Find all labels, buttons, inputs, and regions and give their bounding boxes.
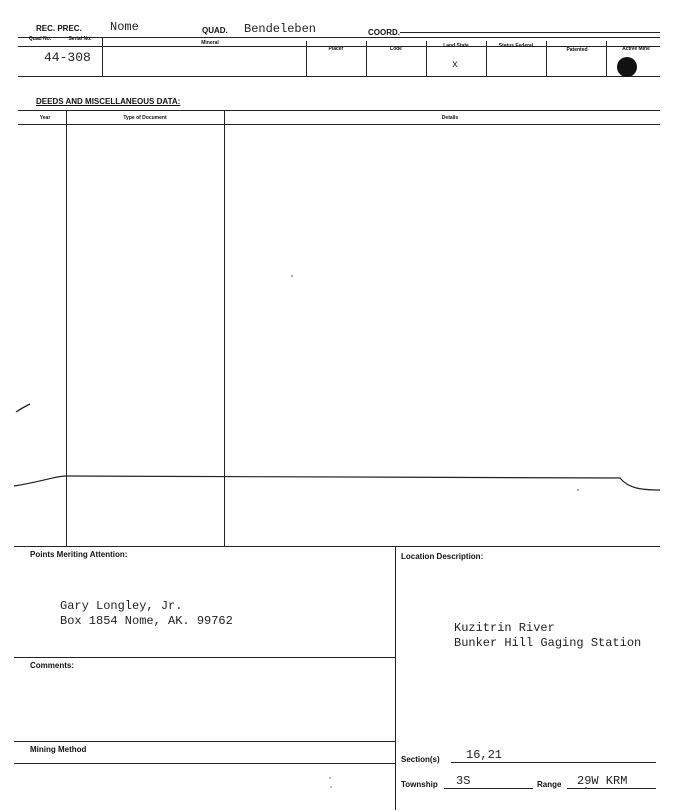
quad-value: Bendeleben <box>244 22 317 36</box>
section-label: Section(s) <box>401 755 440 764</box>
bottom-top-rule <box>14 546 660 547</box>
col-land-state: Land State <box>443 43 469 49</box>
comments-label: Comments: <box>30 661 75 670</box>
col-patented: Patented <box>566 47 588 53</box>
col-type-of-document: Type of Document <box>123 115 167 121</box>
col-quad-no: Quad No. <box>28 36 52 42</box>
col-mineral: Mineral <box>201 40 219 46</box>
points-meriting-label: Points Meriting Attention: <box>30 550 128 559</box>
range-value: 29W KRM <box>577 774 628 788</box>
points-meriting-line2: Box 1854 Nome, AK. 99762 <box>60 614 233 628</box>
comments-rule <box>14 657 395 658</box>
deeds-title: DEEDS AND MISCELLANEOUS DATA: <box>36 97 181 106</box>
col-placer: Placer <box>328 46 344 52</box>
rec-prec-value: Nome <box>110 20 139 34</box>
quad-serial-value: 44-308 <box>44 50 91 65</box>
location-line2: Bunker Hill Gaging Station <box>454 636 642 650</box>
range-line <box>567 788 656 789</box>
township-line <box>444 788 533 789</box>
points-meriting-line1: Gary Longley, Jr. <box>60 599 183 613</box>
location-label: Location Description: <box>401 552 484 561</box>
col-details: Details <box>441 115 459 121</box>
bottom-col-divider <box>395 546 396 810</box>
col-active-mine: Active Mine <box>622 46 650 52</box>
col-lode: Lode <box>390 46 402 52</box>
mining-method-underline <box>14 763 395 764</box>
range-label: Range <box>537 780 562 789</box>
col-status-federal: Status Federal <box>498 43 534 49</box>
mining-method-rule <box>14 741 395 742</box>
quad-label: QUAD. <box>202 26 228 35</box>
location-line1: Kuzitrin River <box>454 621 555 635</box>
mining-method-label: Mining Method <box>30 745 87 754</box>
land-state-mark: x <box>452 60 459 71</box>
col-serial-no: Serial No. <box>68 36 92 42</box>
township-value: 3S <box>456 774 471 788</box>
township-label: Township <box>401 780 438 789</box>
section-line <box>451 762 656 763</box>
col-year: Year <box>39 115 51 121</box>
section-value: 16,21 <box>466 748 503 762</box>
rec-prec-label: REC. PREC. <box>36 24 82 33</box>
coord-label: COORD. <box>368 28 400 37</box>
